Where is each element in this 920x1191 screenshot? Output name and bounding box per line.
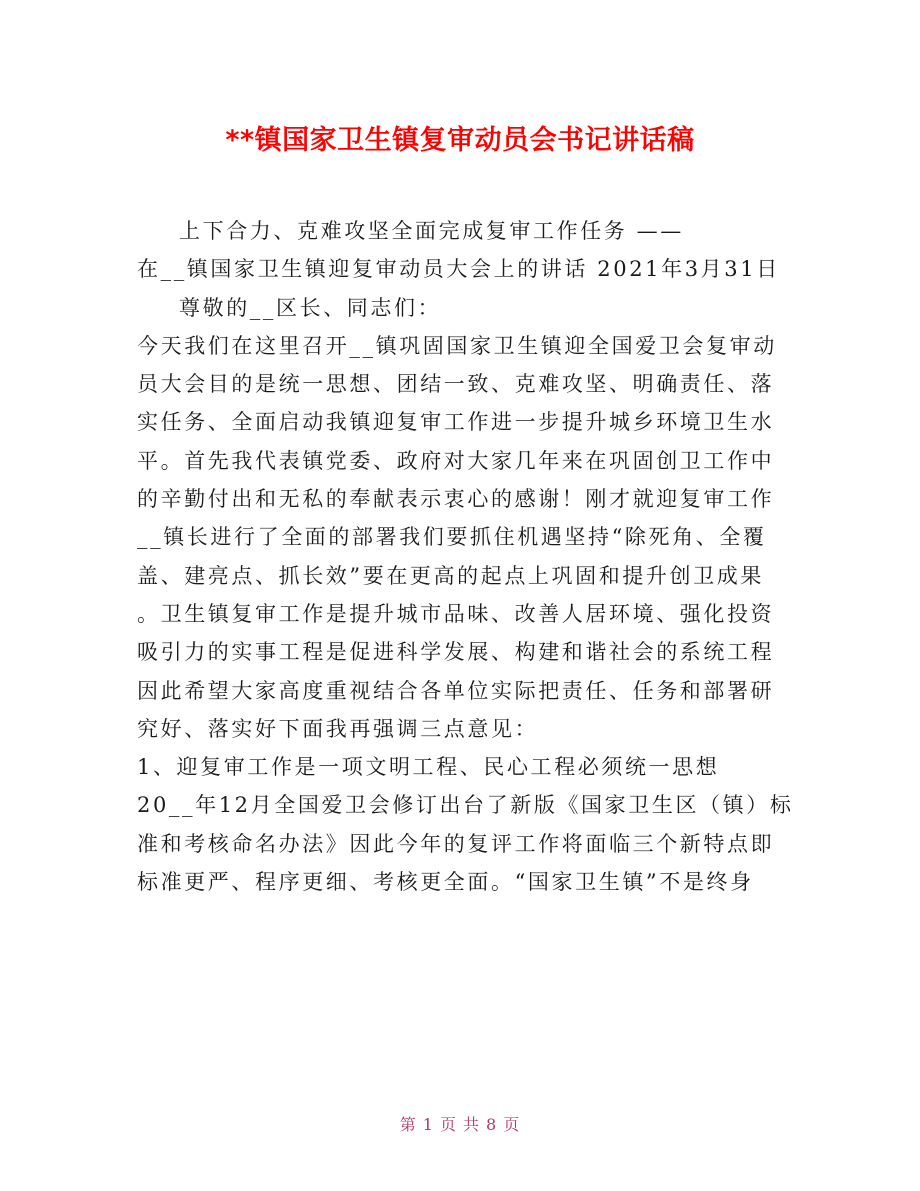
page-footer <box>0 1112 920 1135</box>
paragraph-line: 因此希望大家高度重视结合各单位实际把责任、任务和部署研 <box>137 678 775 703</box>
paragraph-line: 今天我们在这里召开__镇巩固国家卫生镇迎全国爱卫会复审动 <box>137 333 777 358</box>
paragraph-line: 吸引力的实事工程是促进科学发展、构建和谐社会的系统工程 <box>137 640 775 665</box>
paragraph-line: 盖、建亮点、抓长效”要在更高的起点上巩固和提升创卫成果 <box>137 563 764 588</box>
current-page-number: 1 <box>422 1115 434 1134</box>
page-label-prefix: 第 <box>399 1115 417 1134</box>
document-body <box>137 212 794 901</box>
paragraph-line: 究好、落实好下面我再强调三点意见： <box>137 716 539 741</box>
page-label-suffix: 页 <box>503 1115 521 1134</box>
paragraph-line: 实任务、全面启动我镇迎复审工作进一步提升城乡环境卫生水 <box>137 410 775 435</box>
paragraph-line: 。卫生镇复审工作是提升城市品味、改善人居环境、强化投资 <box>137 601 775 626</box>
page-label-mid: 页 共 <box>439 1115 481 1134</box>
speech-occasion-line: 在__镇国家卫生镇迎复审动员大会上的讲话 2021年3月31日 <box>137 257 780 282</box>
subtitle-line: 上下合力、克难攻坚全面完成复审工作任务 —— <box>179 219 684 243</box>
paragraph-line: 员大会目的是统一思想、团结一致、克难攻坚、明确责任、落 <box>137 372 775 397</box>
paragraph-line: 准和考核命名办法》因此今年的复评工作将面临三个新特点即 <box>137 831 775 856</box>
paragraph-line: 20__年12月全国爱卫会修订出台了新版《国家卫生区（镇）标 <box>137 793 794 818</box>
salutation-line: 尊敬的__区长、同志们： <box>179 295 442 320</box>
total-pages-number: 8 <box>486 1115 498 1134</box>
paragraph-line: __镇长进行了全面的部署我们要抓住机遇坚持“除死角、全覆 <box>137 525 767 550</box>
paragraph-line: 标准更严、程序更细、考核更全面。“国家卫生镇”不是终身 <box>137 870 754 895</box>
section-heading-line: 1、迎复审工作是一项文明工程、民心工程必须统一思想 <box>137 755 720 780</box>
paragraph-line: 平。首先我代表镇党委、政府对大家几年来在巩固创卫工作中 <box>137 448 775 473</box>
document-title: **镇国家卫生镇复审动员会书记讲话稿 <box>225 125 695 156</box>
paragraph-line: 的辛勤付出和无私的奉献表示衷心的感谢！刚才就迎复审工作 <box>137 487 775 512</box>
